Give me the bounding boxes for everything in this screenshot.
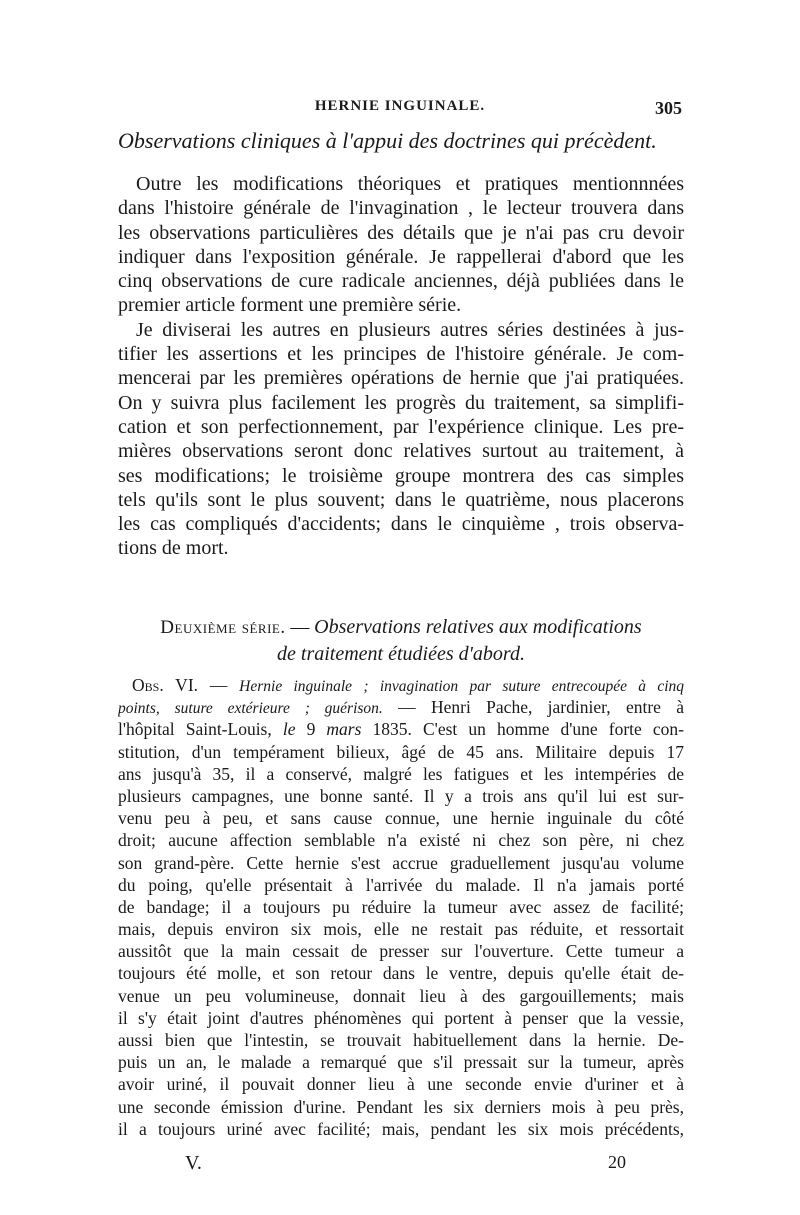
obs-line3-a: l'hôpital Saint-Louis, <box>118 719 272 740</box>
signature-mark: V. <box>185 1152 202 1174</box>
text-line: puis un an, le malade a remarqué que s'il pressait sur la tumeur, après <box>118 1052 684 1073</box>
text-line: stitution, d'un tempérament bilieux, âgé de 45 ans. Militaire depuis 17 <box>118 741 684 762</box>
obs-line3-month: mars <box>326 719 362 740</box>
text-line: venue un peu volumineuse, donnait lieu à des gargouillements; mais <box>118 985 684 1006</box>
text-line: il a toujours uriné avec facilité; mais, pendant les six mois précédents, <box>118 1118 684 1139</box>
series-heading <box>118 614 684 668</box>
obs-dash: — <box>209 675 228 695</box>
text-line: tifier les assertions et les principes de l'histoire générale. Je com- <box>118 343 684 366</box>
text-line: mencerai par les premières opérations de hernie que j'ai pratiquées. <box>118 367 684 390</box>
text-line: ans jusqu'à 35, il a conservé, malgré les fatigues et les intempéries de <box>118 763 684 784</box>
page-number: 305 <box>655 98 682 118</box>
series-dash: — <box>290 617 310 638</box>
text-line: mières observations seront donc relatives surtout au traitement, à <box>118 440 684 463</box>
text-line: mais, depuis environ six mois, elle ne restait pas réduite, et ressortait <box>118 919 684 940</box>
text-line: tels qu'ils sont le plus souvent; dans le quatrième, nous placerons <box>118 488 684 511</box>
text-line: toujours été molle, et son retour dans le ventre, depuis qu'elle était de- <box>118 963 684 984</box>
running-head <box>118 98 682 124</box>
text-line: venu peu à peu, et sans cause connue, une hernie inguinale du côté <box>118 808 684 829</box>
text-line: une seconde émission d'urine. Pendant les six derniers mois à peu près, <box>118 1096 684 1117</box>
text-line: de bandage; il a toujours pu réduire la tumeur avec assez de facilité; <box>118 896 684 917</box>
obs-title-part1: Hernie inguinale ; invagination par suture entrecoupée à cinq <box>239 678 684 695</box>
obs-line-3 <box>118 718 684 740</box>
series-title-line1: Observations relatives aux modifications <box>314 616 642 638</box>
obs-line3-date: le <box>282 719 296 740</box>
text-line: Outre les modifications théoriques et pratiques mentionnnées <box>136 173 684 195</box>
text-line: tions de mort. <box>118 537 229 560</box>
sheet-number: 20 <box>608 1152 626 1172</box>
text-line: indiquer dans l'exposition générale. Je rappellerai d'abord que les <box>118 245 684 268</box>
text-line: plusieurs campagnes, une bonne santé. Il y a trois ans qu'il lui est sur- <box>118 785 684 806</box>
obs-title-part2: points, suture extérieure ; guérison. <box>118 700 383 718</box>
running-title: HERNIE INGUINALE. <box>314 98 486 114</box>
text-line: dans l'histoire générale de l'invagination , le lecteur trouvera dans <box>118 197 684 220</box>
text-line: droit; aucune affection semblable n'a existé ni chez son père, ni chez <box>118 830 684 851</box>
obs-line3-day: 9 <box>306 719 316 740</box>
obs-number: Obs. VI. <box>132 675 199 695</box>
series-title-line2: de traitement étudiées d'abord. <box>277 643 525 665</box>
text-line: son grand-père. Cette hernie s'est accrue graduellement jusqu'au volume <box>118 852 684 873</box>
text-line: cation et son perfectionnement, par l'expérience clinique. Les pre- <box>118 415 684 438</box>
obs-dash-2: — <box>398 697 416 718</box>
body-text <box>118 172 684 561</box>
observation-text <box>118 674 684 1140</box>
section-title: Observations cliniques à l'appui des doctrines qui précèdent. <box>118 128 657 153</box>
text-line: il s'y était joint d'autres phénomènes qui portent à penser que la vessie, <box>118 1007 684 1028</box>
text-line: Je diviserai les autres en plusieurs autres séries destinées à jus- <box>136 318 684 341</box>
text-line: aussitôt que la main cessait de presser sur l'ouverture. Cette tumeur a <box>118 941 684 962</box>
obs-line-1 <box>118 674 684 696</box>
text-line: premier article forment une première série. <box>118 294 462 317</box>
obs-line2-rest: Henri Pache, jardinier, entre à <box>431 697 684 718</box>
text-line: cinq observations de cure radicale anciennes, déjà publiées dans le <box>118 270 684 293</box>
text-line: ses modifications; le troisième groupe montrera des cas simples <box>118 464 684 487</box>
text-line: aussi bien que l'intestin, se trouvait habituellement dans la hernie. De- <box>118 1030 684 1050</box>
text-line: du poing, qu'elle présentait à l'arrivée du malade. Il n'a jamais porté <box>118 874 684 895</box>
text-line: On y suivra plus facilement les progrès du traitement, sa simplifi- <box>118 391 684 414</box>
series-label: Deuxième série. <box>160 617 286 638</box>
text-line: les cas compliqués d'accidents; dans le cinquième , trois observa- <box>118 513 684 536</box>
text-line: les observations particulières des détails que je n'ai pas cru devoir <box>118 221 684 244</box>
obs-line3-rest: 1835. C'est un homme d'une forte con- <box>372 719 684 740</box>
obs-line-2 <box>118 696 684 718</box>
text-line: avoir uriné, il pouvait donner lieu à une seconde envie d'uriner et à <box>118 1074 684 1095</box>
